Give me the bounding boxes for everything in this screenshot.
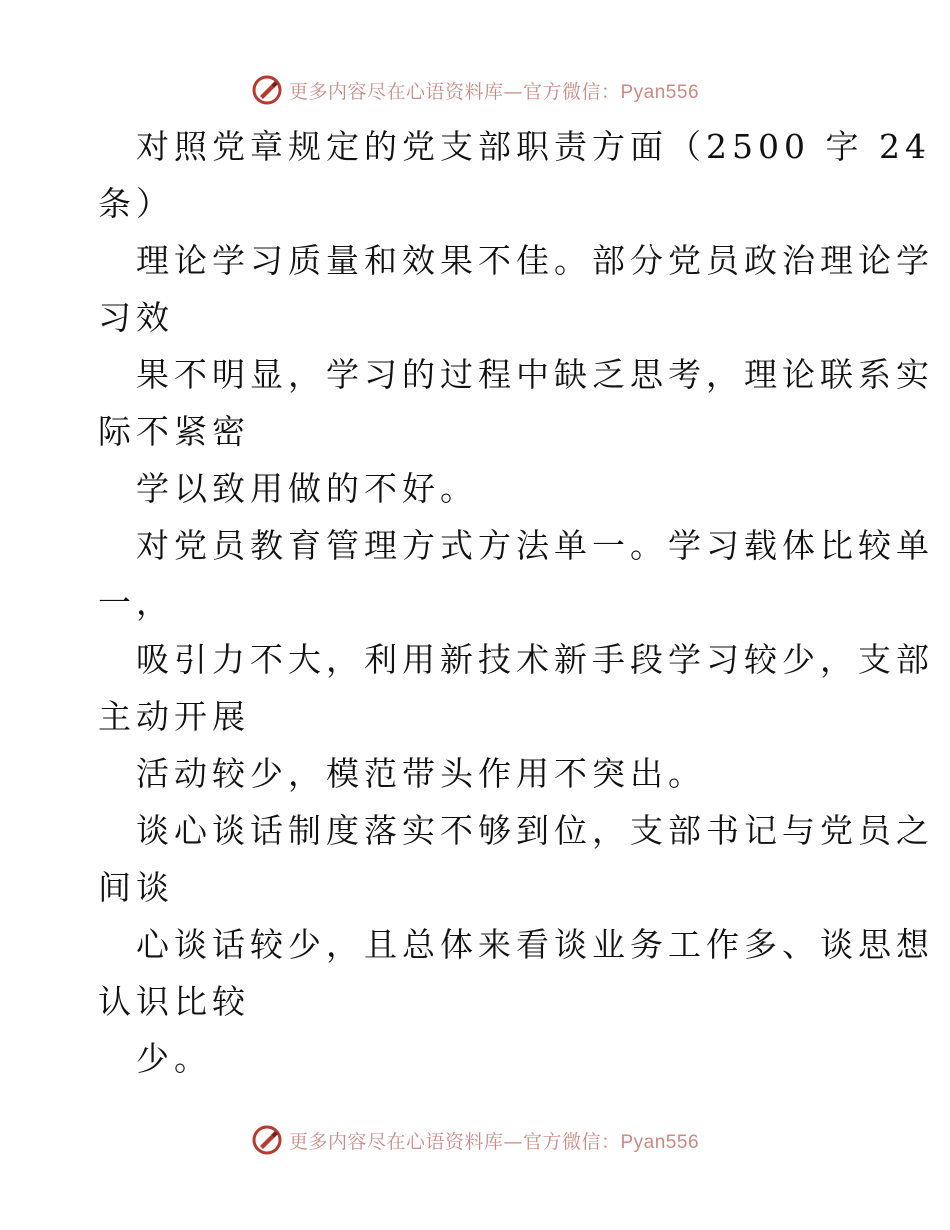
banner-text <box>289 1127 699 1154</box>
text-line: 心谈话较少，且总体来看谈业务工作多、谈思想 <box>136 925 934 964</box>
footer-banner <box>0 1120 950 1160</box>
banner-label: 更多内容尽在心语资料库—官方微信： <box>288 1130 621 1153</box>
text-line: 间谈 <box>98 868 174 907</box>
text-line: 际不紧密 <box>98 412 250 451</box>
text-line: 谈心谈话制度落实不够到位，支部书记与党员之 <box>136 811 934 850</box>
text-line: 少。 <box>136 1039 212 1078</box>
text-line: 主动开展 <box>98 697 250 736</box>
banner-wechat-id: Pyan556 <box>620 81 700 103</box>
text-line: 认识比较 <box>98 982 250 1021</box>
pen-seal-icon <box>251 74 283 106</box>
text-line: 活动较少，模范带头作用不突出。 <box>136 754 706 793</box>
header-banner <box>0 70 950 110</box>
text-line: 对党员教育管理方式方法单一。学习载体比较单 <box>136 526 934 565</box>
banner-label: 更多内容尽在心语资料库—官方微信： <box>288 80 621 103</box>
text-line: 理论学习质量和效果不佳。部分党员政治理论学 <box>136 241 934 280</box>
text-line: 习效 <box>98 298 174 337</box>
text-line: 吸引力不大，利用新技术新手段学习较少，支部 <box>136 640 934 679</box>
text-line: 条） <box>98 184 174 223</box>
text-line: 果不明显，学习的过程中缺乏思考，理论联系实 <box>136 355 934 394</box>
pen-seal-icon <box>251 1124 283 1156</box>
banner-wechat-id: Pyan556 <box>620 1131 700 1153</box>
text-line: 对照党章规定的党支部职责方面（2500 字 24 <box>136 127 931 166</box>
document-body <box>98 118 934 1087</box>
banner-text <box>289 77 699 104</box>
text-line: 学以致用做的不好。 <box>136 469 478 508</box>
text-line: 一， <box>98 583 174 622</box>
